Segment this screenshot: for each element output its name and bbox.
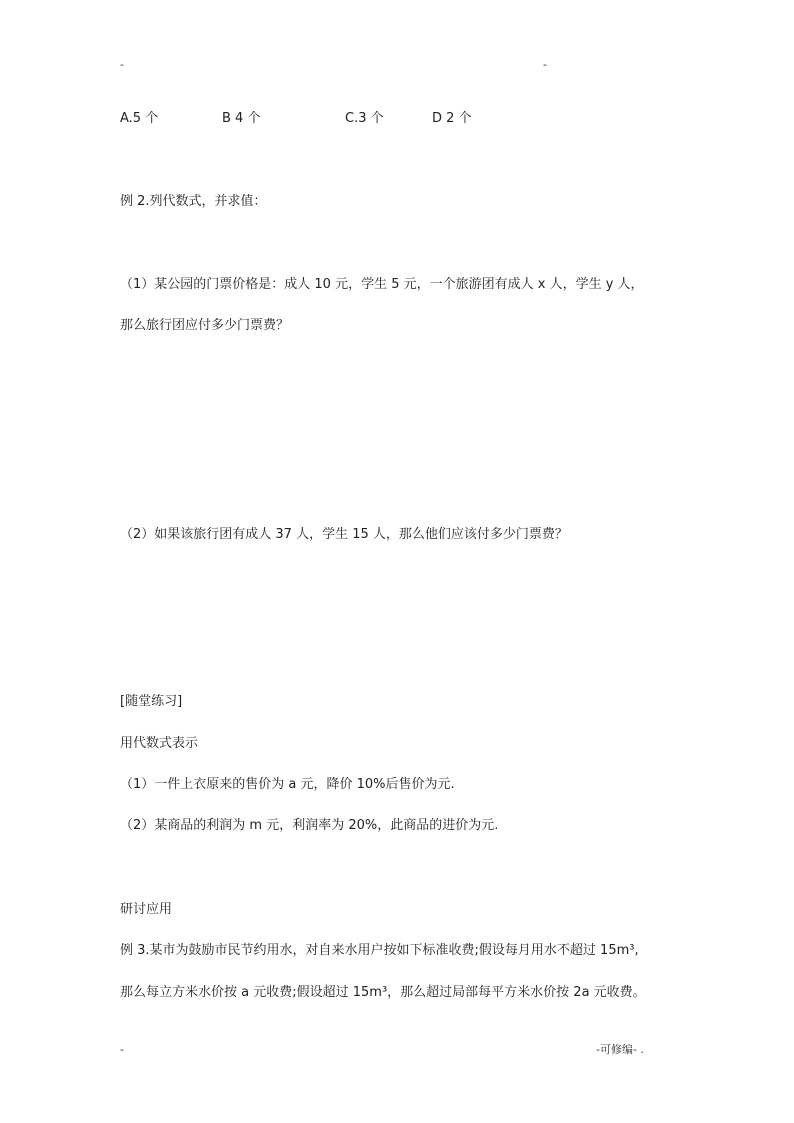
option-a: A.5 个 (120, 111, 159, 126)
header-right-mark: - (543, 58, 547, 71)
header-left-mark: - (120, 58, 124, 71)
option-b: B 4 个 (222, 111, 261, 126)
example3-line2: 那么每立方米水价按 a 元收费;假设超过 15m³，那么超过局部每平方米水价按 2a 元收费。 (120, 985, 646, 1000)
option-c: C.3 个 (345, 111, 384, 126)
practice-instruction: 用代数式表示 (120, 736, 199, 751)
practice-heading: [随堂练习] (120, 694, 183, 709)
example2-question1-line2: 那么旅行团应付多少门票费？ (120, 318, 290, 333)
practice-item2: （2）某商品的利润为 m 元，利润率为 20%，此商品的进价为元. (120, 818, 499, 833)
option-d: D 2 个 (432, 111, 472, 126)
practice-item1: （1）一件上衣原来的售价为 a 元，降价 10%后售价为元. (120, 777, 455, 792)
application-heading: 研讨应用 (120, 902, 173, 917)
footer-right-text: -可修编- . (596, 1043, 644, 1056)
example3-line1: 例 3.某市为鼓励市民节约用水，对自来水用户按如下标准收费;假设每月用水不超过 15m³, (120, 943, 639, 958)
example2-question1-line1: （1）某公园的门票价格是：成人 10 元，学生 5 元，一个旅游团有成人 x 人，学生 y 人， (120, 277, 644, 292)
footer-left-mark: - (120, 1043, 124, 1056)
example2-question2: （2）如果该旅行团有成人 37 人，学生 15 人，那么他们应该付多少门票费？ (120, 527, 568, 542)
example2-title: 例 2.列代数式，并求值： (120, 194, 267, 209)
